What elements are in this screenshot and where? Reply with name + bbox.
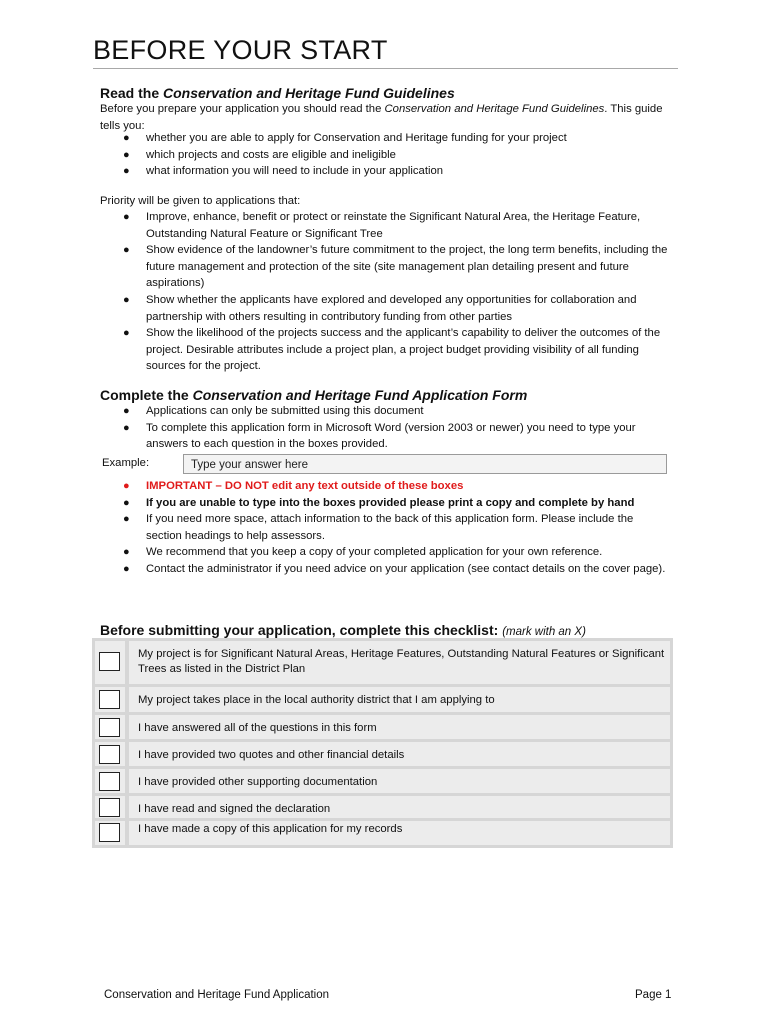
list-item bbox=[100, 403, 670, 420]
bullet-text: If you need more space, attach information to the back of this application form. Please include the section headings to help assessors. bbox=[146, 513, 634, 542]
bullet-icon: ● bbox=[123, 496, 130, 509]
bullet-icon: ● bbox=[123, 513, 130, 526]
checklist-note: (mark with an X) bbox=[502, 626, 586, 638]
bullet-text: whether you are able to apply for Conservation and Heritage funding for your project bbox=[146, 132, 567, 144]
list-item bbox=[100, 544, 670, 561]
checklist-item-text: I have answered all of the questions in this form bbox=[129, 715, 670, 739]
bullet-text: Show evidence of the landowner’s future commitment to the project, the long term benefits, including the future management and protection of the site (site management plan detailing present and future aspirations) bbox=[146, 244, 668, 290]
footer-page-number: Page 1 bbox=[635, 989, 672, 1001]
title-divider bbox=[93, 68, 678, 69]
guidelines-intro-b: . This guide tells you: bbox=[100, 103, 663, 132]
checklist-checkbox[interactable] bbox=[99, 652, 120, 671]
checklist-row bbox=[92, 821, 673, 845]
checklist-heading-text: Before submitting your application, complete this checklist: bbox=[100, 622, 499, 638]
priority-intro: Priority will be given to applications that: bbox=[100, 195, 301, 207]
bullet-icon: ● bbox=[123, 211, 130, 223]
guidelines-bullet-list bbox=[100, 130, 670, 180]
list-item bbox=[100, 163, 670, 180]
checklist-item-text: I have provided other supporting documentation bbox=[129, 769, 670, 793]
page-title: BEFORE YOUR START bbox=[93, 35, 388, 65]
checklist-heading bbox=[100, 622, 586, 638]
important-warning: IMPORTANT – DO NOT edit any text outside of these boxes bbox=[146, 480, 464, 492]
checklist-checkbox[interactable] bbox=[99, 772, 120, 791]
list-item bbox=[100, 561, 670, 578]
checklist-checkbox[interactable] bbox=[99, 798, 120, 817]
application-form-heading-title: Conservation and Heritage Fund Application Form bbox=[192, 387, 528, 403]
list-item bbox=[100, 130, 670, 147]
list-item bbox=[100, 478, 670, 495]
checklist-item-text: My project is for Significant Natural Areas, Heritage Features, Outstanding Natural Features or Significant Trees as listed in the District Plan bbox=[129, 641, 670, 684]
guidelines-heading-prefix: Read the bbox=[100, 85, 164, 101]
guidelines-heading bbox=[100, 85, 455, 101]
list-item bbox=[100, 209, 670, 242]
list-item bbox=[100, 420, 670, 453]
example-answer-field[interactable]: Type your answer here bbox=[183, 454, 667, 474]
bullet-icon: ● bbox=[123, 546, 130, 559]
checklist-checkbox[interactable] bbox=[99, 718, 120, 737]
bullet-icon: ● bbox=[123, 421, 130, 434]
list-item bbox=[100, 292, 670, 325]
checklist-checkbox[interactable] bbox=[99, 690, 120, 709]
list-item bbox=[100, 495, 670, 512]
bullet-text: To complete this application form in Microsoft Word (version 2003 or newer) you need to type your answers to each question in the boxes provided. bbox=[146, 421, 636, 451]
checklist-row bbox=[92, 769, 673, 793]
bullet-text: which projects and costs are eligible and ineligible bbox=[146, 148, 396, 161]
guidelines-intro-italic: Conservation and Heritage Fund Guidelines bbox=[384, 103, 605, 115]
bullet-text: Applications can only be submitted using this document bbox=[146, 405, 424, 417]
example-label: Example: bbox=[102, 457, 150, 469]
bullet-text: Contact the administrator if you need advice on your application (see contact details on the cover page). bbox=[146, 562, 666, 575]
list-item bbox=[100, 242, 670, 292]
bullet-icon: ● bbox=[123, 293, 130, 306]
form-notes-list bbox=[100, 478, 670, 578]
application-form-heading-prefix: Complete the bbox=[100, 387, 193, 403]
checklist-row bbox=[92, 687, 673, 712]
checklist-item-text: I have provided two quotes and other financial details bbox=[129, 742, 670, 766]
guidelines-intro-a: Before you prepare your application you should read the bbox=[100, 103, 385, 115]
bullet-icon: ● bbox=[123, 480, 130, 492]
application-form-bullet-list bbox=[100, 403, 670, 453]
bullet-icon: ● bbox=[123, 562, 130, 575]
list-item bbox=[100, 511, 670, 544]
checklist-checkbox[interactable] bbox=[99, 823, 120, 842]
bullet-icon: ● bbox=[123, 132, 130, 144]
checklist-item-text: I have read and signed the declaration bbox=[129, 796, 670, 818]
priority-bullet-list bbox=[100, 209, 670, 375]
checklist-row bbox=[92, 742, 673, 766]
list-item bbox=[100, 147, 670, 164]
checklist-checkbox[interactable] bbox=[99, 745, 120, 764]
bullet-icon: ● bbox=[123, 405, 130, 417]
application-form-heading bbox=[100, 387, 527, 403]
bullet-text: We recommend that you keep a copy of your completed application for your own reference. bbox=[146, 546, 603, 559]
list-item bbox=[100, 325, 670, 375]
bullet-icon: ● bbox=[123, 244, 130, 257]
bullet-icon: ● bbox=[123, 165, 130, 178]
bullet-icon: ● bbox=[123, 148, 130, 161]
bullet-text: Improve, enhance, benefit or protect or reinstate the Significant Natural Area, the Heritage Feature, Outstanding Natural Feature or Significant Tree bbox=[146, 211, 641, 240]
checklist-item-text: My project takes place in the local authority district that I am applying to bbox=[129, 687, 670, 712]
bullet-icon: ● bbox=[123, 327, 130, 340]
checklist-row bbox=[92, 641, 673, 684]
guidelines-heading-title: Conservation and Heritage Fund Guidelines bbox=[163, 85, 455, 101]
bullet-text: what information you will need to include in your application bbox=[146, 165, 444, 178]
bullet-text: If you are unable to type into the boxes provided please print a copy and complete by hand bbox=[146, 496, 635, 509]
checklist-item-text: I have made a copy of this application for my records bbox=[129, 821, 670, 845]
checklist-row bbox=[92, 796, 673, 818]
bullet-text: Show the likelihood of the projects success and the applicant’s capability to deliver the outcomes of the project. Desirable attributes include a project plan, a project budget providing visibility of all funding sources for the project. bbox=[146, 327, 661, 373]
checklist-row bbox=[92, 715, 673, 739]
checklist-table bbox=[92, 638, 673, 848]
footer-document-title: Conservation and Heritage Fund Application bbox=[104, 989, 330, 1001]
bullet-text: Show whether the applicants have explored and developed any opportunities for collaboration and partnership with others resulting in contributory funding from other parties bbox=[146, 293, 637, 323]
